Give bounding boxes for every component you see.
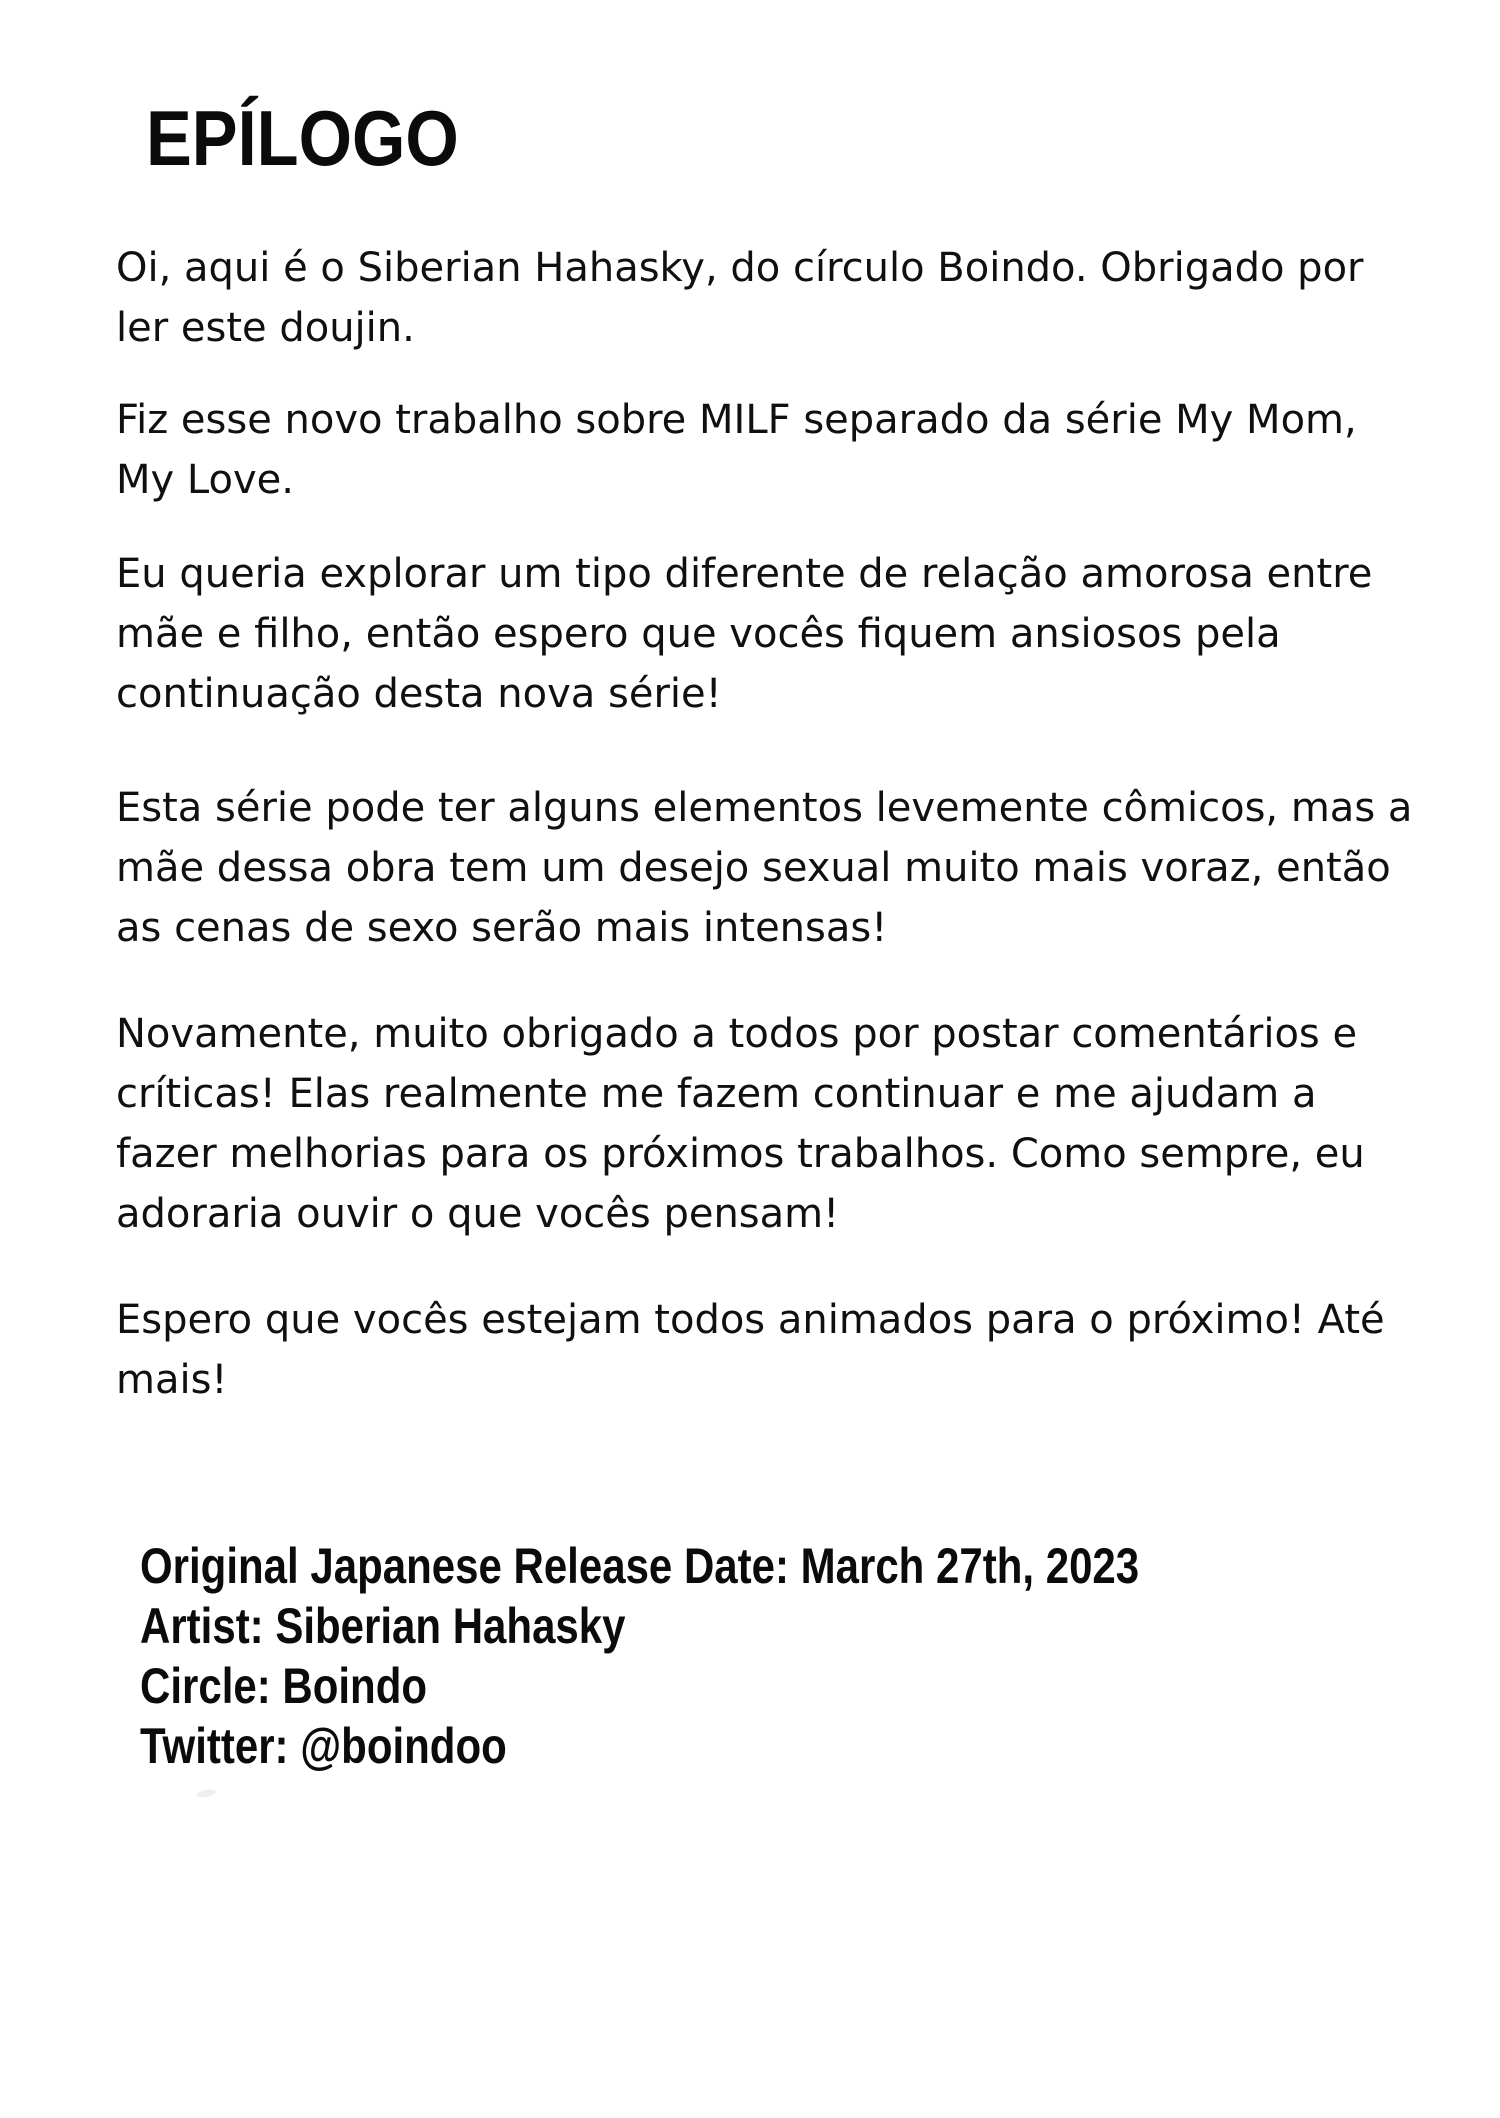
- paragraph-farewell: Espero que vocês estejam todos animados para o próximo! Até mais!: [116, 1297, 1385, 1403]
- credit-release-date: Original Japanese Release Date: March 27th, 2023: [140, 1538, 1140, 1594]
- paragraph-greeting: Oi, aqui é o Siberian Hahasky, do círculo Boindo. Obrigado por ler este doujin.: [116, 245, 1364, 351]
- page-title: EPÍLOGO: [146, 94, 459, 182]
- credit-circle: Circle: Boindo: [140, 1658, 428, 1714]
- credits-block: [140, 1536, 1139, 1776]
- paragraph-new-work: Fiz esse novo trabalho sobre MILF separado da série My Mom, My Love.: [116, 397, 1357, 503]
- epilogue-body: [116, 238, 1416, 1410]
- paragraph-series-tone: Esta série pode ter alguns elementos levemente cômicos, mas a mãe dessa obra tem um desejo sexual muito mais voraz, então as cenas de sexo serão mais intensas!: [116, 785, 1413, 951]
- scan-artifact-mark: [195, 1788, 216, 1799]
- paragraph-exploration: Eu queria explorar um tipo diferente de relação amorosa entre mãe e filho, então espero que vocês fiquem ansiosos pela continuação desta nova série!: [116, 551, 1373, 717]
- paragraph-thanks: Novamente, muito obrigado a todos por postar comentários e críticas! Elas realmente me fazem continuar e me ajudam a fazer melhorias para os próximos trabalhos. Como sempre, eu adoraria ouvir o que vocês pensam!: [116, 1011, 1365, 1237]
- credit-artist: Artist: Siberian Hahasky: [140, 1598, 626, 1654]
- credit-twitter: Twitter: @boindoo: [140, 1718, 507, 1774]
